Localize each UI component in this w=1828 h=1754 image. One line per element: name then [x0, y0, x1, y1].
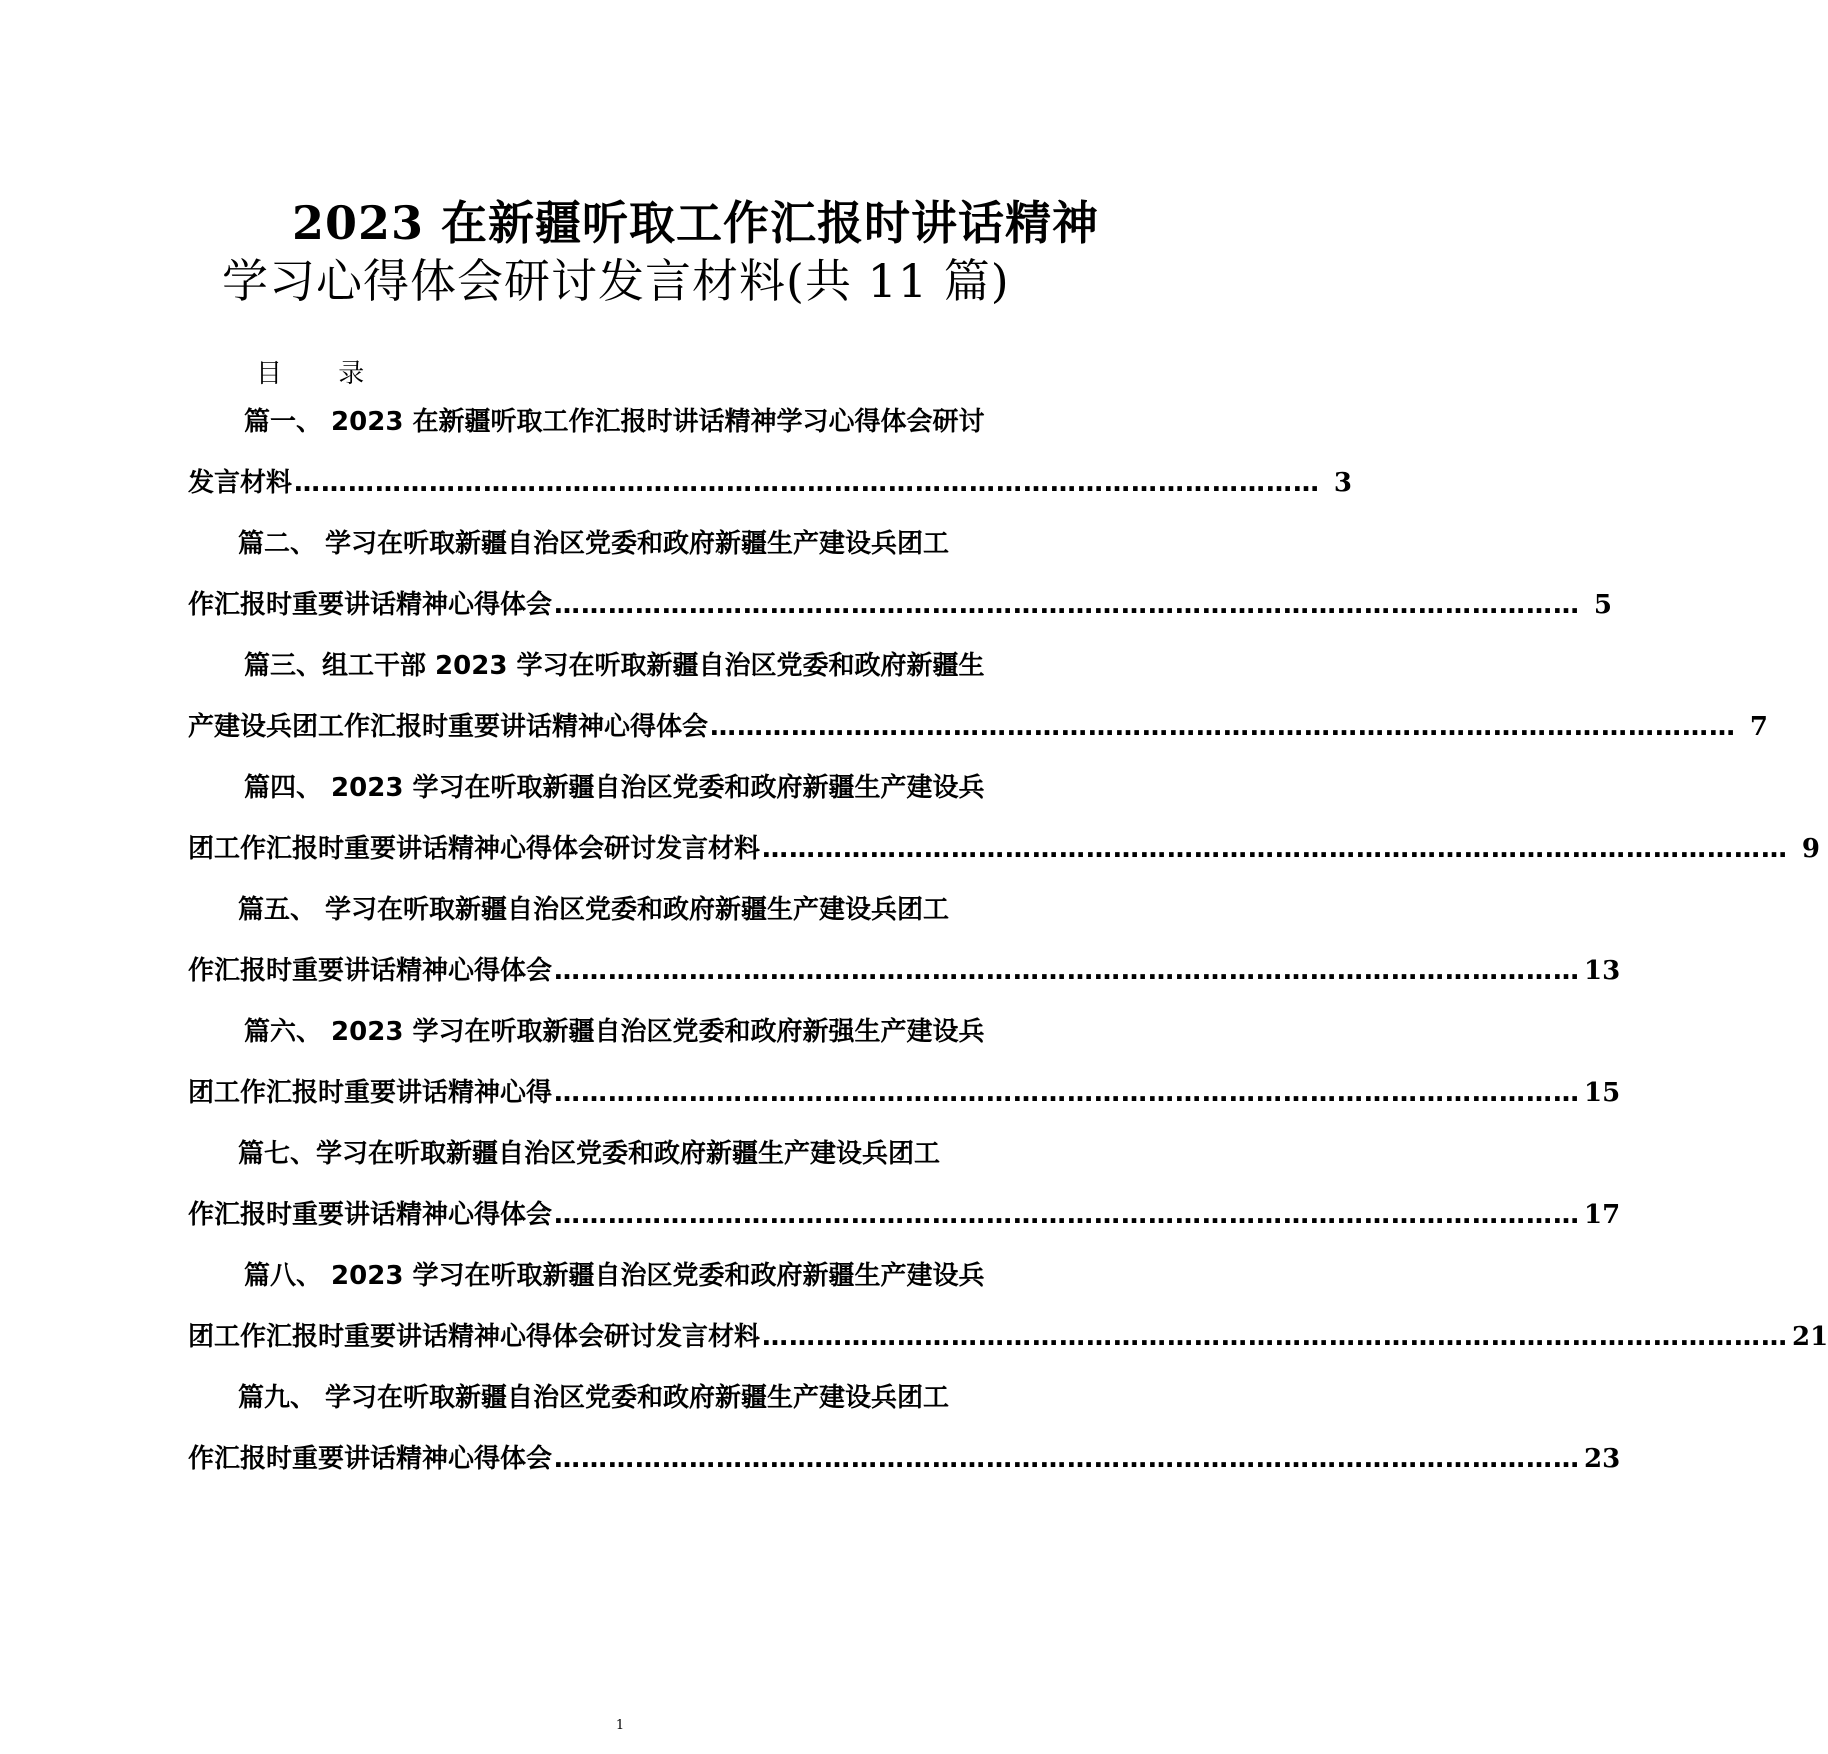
toc-dot-leader: ……………………………………………………………………………………………………	[554, 590, 1581, 620]
toc-heading: 目 录	[256, 359, 389, 389]
toc-entry[interactable]	[188, 1134, 1621, 1256]
toc-page-number: 9	[1801, 834, 1821, 864]
toc-dot-leader: ……………………………………………………………………………………………………	[762, 1322, 1789, 1352]
toc-entry-continuation	[188, 829, 1821, 890]
toc-entry[interactable]	[188, 890, 1621, 1012]
toc-dot-leader: ……………………………………………………………………………………………………	[762, 834, 1789, 864]
toc-entry-title: 篇三、组工干部 2023 学习在听取新疆自治区党委和政府新疆生	[244, 651, 985, 681]
toc-page-number: 17	[1584, 1200, 1621, 1230]
toc-entry-title: 篇四、 2023 学习在听取新疆自治区党委和政府新疆生产建设兵	[244, 773, 985, 803]
toc-entry-continuation	[188, 585, 1613, 646]
toc-page-number: 7	[1749, 712, 1769, 742]
toc-entry-title-continuation: 团工作汇报时重要讲话精神心得体会研讨发言材料	[188, 1322, 761, 1352]
toc-entry-continuation	[188, 1073, 1621, 1134]
toc-entry-continuation	[188, 1317, 1828, 1378]
toc-entry[interactable]	[188, 402, 1353, 524]
toc-entry-title: 篇一、 2023 在新疆听取工作汇报时讲话精神学习心得体会研讨	[244, 407, 985, 437]
toc-entry-continuation	[188, 463, 1353, 524]
toc-entry-title: 篇二、 学习在听取新疆自治区党委和政府新疆生产建设兵团工	[238, 529, 950, 559]
document-title-line-2: 学习心得体会研讨发言材料(共 11 篇)	[222, 254, 1010, 308]
toc-entry-title-continuation: 团工作汇报时重要讲话精神心得体会研讨发言材料	[188, 834, 761, 864]
toc-dot-leader: ……………………………………………………………………………………………………	[554, 1078, 1581, 1108]
toc-entry[interactable]	[188, 1378, 1621, 1500]
page-number: 1	[615, 1718, 625, 1733]
toc-page-number: 13	[1584, 956, 1621, 986]
table-of-contents	[188, 402, 1828, 1500]
toc-entry[interactable]	[188, 1012, 1621, 1134]
toc-entry-continuation	[188, 1439, 1621, 1500]
toc-entry-title-continuation: 作汇报时重要讲话精神心得体会	[188, 590, 553, 620]
toc-entry-title-continuation: 产建设兵团工作汇报时重要讲话精神心得体会	[188, 712, 709, 742]
toc-entry[interactable]	[188, 524, 1613, 646]
toc-entry-title-continuation: 发言材料	[188, 468, 293, 498]
toc-entry[interactable]	[188, 768, 1821, 890]
toc-dot-leader: ……………………………………………………………………………………………………	[710, 712, 1737, 742]
toc-entry-title: 篇六、 2023 学习在听取新疆自治区党委和政府新强生产建设兵	[244, 1017, 985, 1047]
toc-entry-title-continuation: 团工作汇报时重要讲话精神心得	[188, 1078, 553, 1108]
toc-entry-title-continuation: 作汇报时重要讲话精神心得体会	[188, 956, 553, 986]
toc-dot-leader: ……………………………………………………………………………………………………	[554, 1200, 1581, 1230]
toc-entry-title: 篇七、学习在听取新疆自治区党委和政府新疆生产建设兵团工	[238, 1139, 941, 1169]
toc-dot-leader: ……………………………………………………………………………………………………	[294, 468, 1321, 498]
toc-entry[interactable]	[188, 1256, 1828, 1378]
toc-entry-title: 篇五、 学习在听取新疆自治区党委和政府新疆生产建设兵团工	[238, 895, 950, 925]
toc-page-number: 21	[1792, 1322, 1828, 1352]
toc-entry-continuation	[188, 707, 1769, 768]
toc-page-number: 3	[1333, 468, 1353, 498]
toc-entry-title-continuation: 作汇报时重要讲话精神心得体会	[188, 1200, 553, 1230]
toc-page-number: 5	[1593, 590, 1613, 620]
toc-entry-title: 篇九、 学习在听取新疆自治区党委和政府新疆生产建设兵团工	[238, 1383, 950, 1413]
toc-dot-leader: ……………………………………………………………………………………………………	[554, 956, 1581, 986]
toc-entry-continuation	[188, 1195, 1621, 1256]
toc-page-number: 23	[1584, 1444, 1621, 1474]
toc-entry-title-continuation: 作汇报时重要讲话精神心得体会	[188, 1444, 553, 1474]
toc-entry[interactable]	[188, 646, 1769, 768]
toc-page-number: 15	[1584, 1078, 1621, 1108]
document-title-line-1: 2023 在新疆听取工作汇报时讲话精神	[292, 196, 1100, 250]
toc-entry-title: 篇八、 2023 学习在听取新疆自治区党委和政府新疆生产建设兵	[244, 1261, 985, 1291]
toc-entry-continuation	[188, 951, 1621, 1012]
toc-dot-leader: ……………………………………………………………………………………………………	[554, 1444, 1581, 1474]
